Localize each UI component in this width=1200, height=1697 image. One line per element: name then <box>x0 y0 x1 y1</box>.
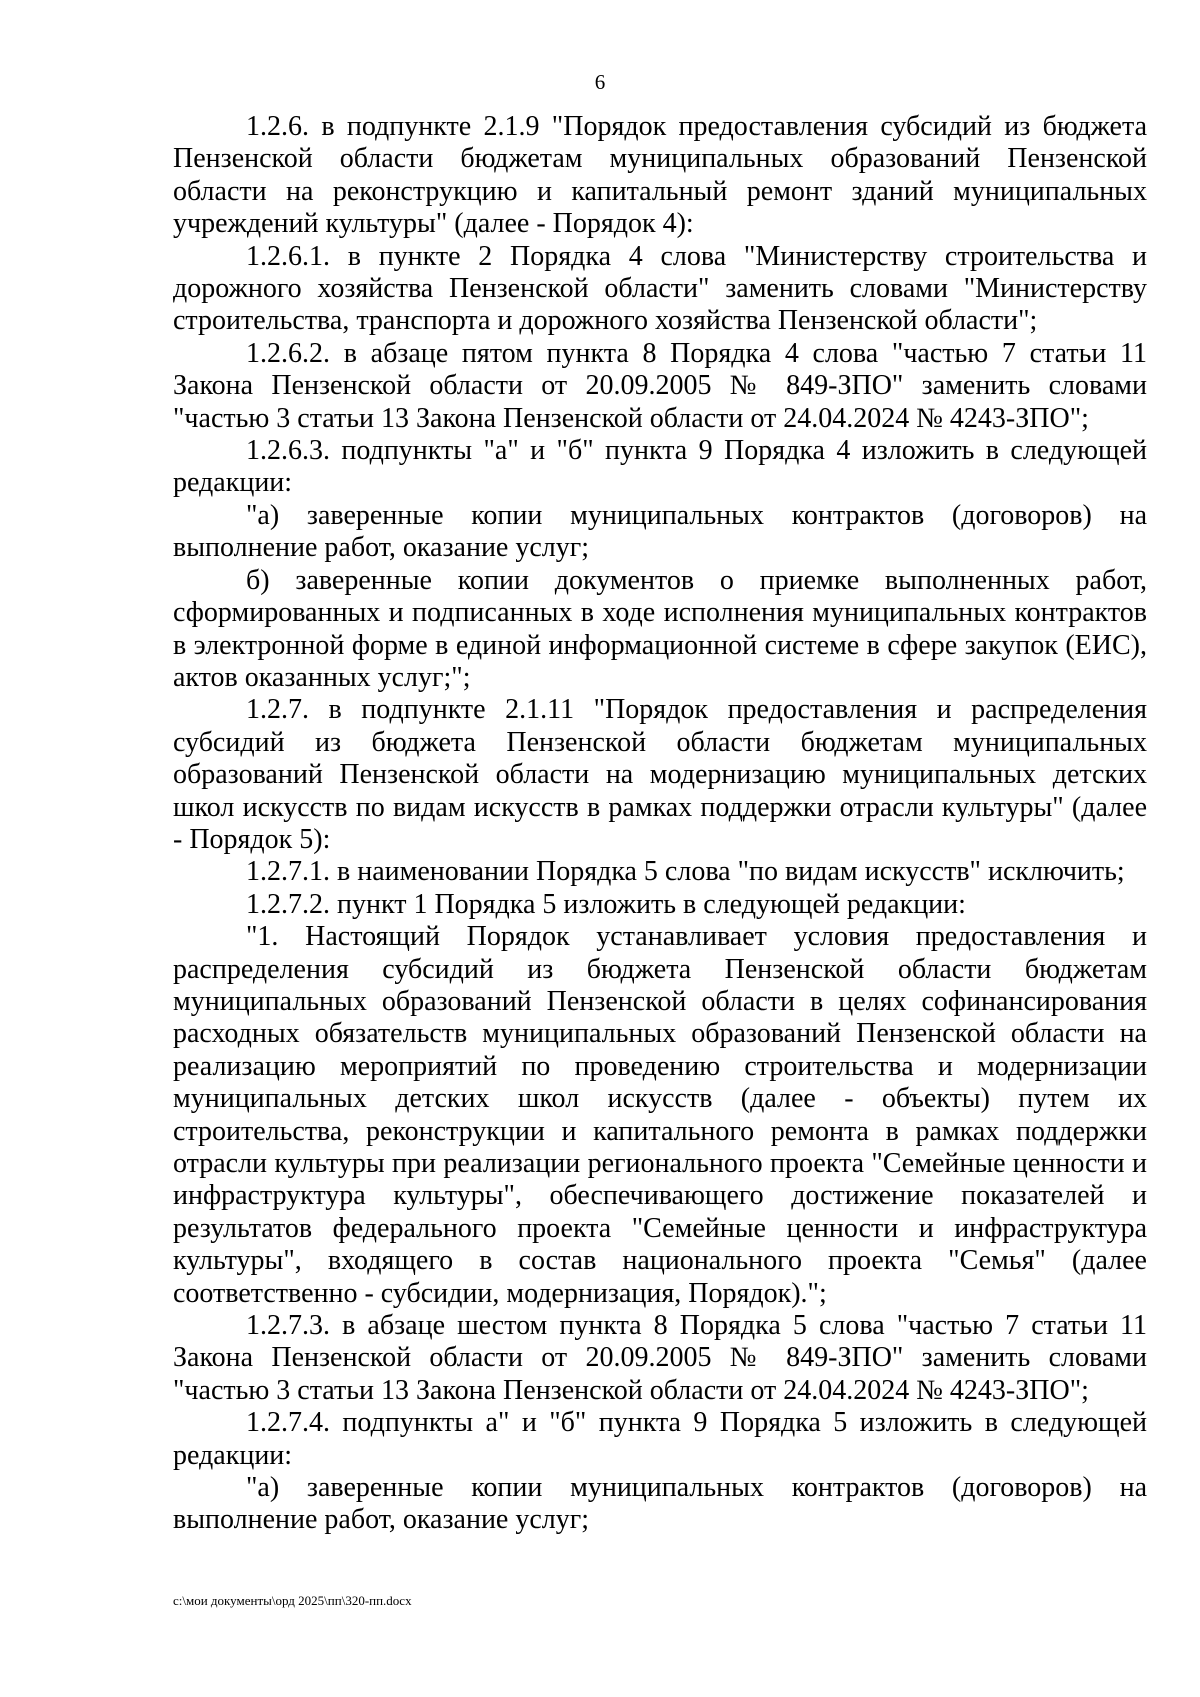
footer-file-path: с:\мои документы\орд 2025\пп\320-пп.docx <box>173 1593 412 1608</box>
paragraph-1-2-7-2: 1.2.7.2. пункт 1 Порядка 5 изложить в следующей редакции: <box>246 888 966 920</box>
paragraph-quote-a: "а) заверенные копии муниципальных контрактов (договоров) на выполнение работ, оказание услуг; <box>173 499 1147 564</box>
paragraph-1-2-7-4: 1.2.7.4. подпункты а" и "б" пункта 9 Порядка 5 изложить в следующей редакции: <box>173 1407 1147 1471</box>
paragraph-quote-a-2: "а) заверенные копии муниципальных контрактов (договоров) на выполнение работ, оказание услуг; <box>173 1472 1147 1536</box>
paragraph-quote-point-1: "1. Настоящий Порядок устанавливает условия предоставления и распределения субсидий из бюджета Пензенской области бюджетам муниципальных образований Пензенской области в целях софинансирования расходных обязательств муниципальных образований Пензенской области на реализацию мероприятий по проведению строительства и модернизации муниципальных детских школ искусств (далее - объекты) путем их строительства, реконструкции и капитального ремонта в рамках поддержки отрасли культуры при реализации регионального проекта "Семейные ценности и инфраструктура культуры", обеспечивающего достижение показателей и результатов федерального проекта "Семейные ценности и инфраструктура культуры", входящего в состав национального проекта "Семья" (далее соответственно - субсидии, модернизация, Порядок)."; <box>173 921 1147 1309</box>
paragraph-1-2-7-1: 1.2.7.1. в наименовании Порядка 5 слова "по видам искусств" исключить; <box>246 856 1125 888</box>
paragraph-1-2-6-3: 1.2.6.3. подпункты "а" и "б" пункта 9 Порядка 4 изложить в следующей редакции: <box>173 435 1147 499</box>
paragraph-1-2-6-2: 1.2.6.2. в абзаце пятом пункта 8 Порядка 4 слова "частью 7 статьи 11 Закона Пензенской области от 20.09.2005 № 849-ЗПО" заменить словами "частью 3 статьи 13 Закона Пензенской области от 24.04.2024 № 4243-ЗПО"; <box>173 337 1147 434</box>
paragraph-1-2-7: 1.2.7. в подпункте 2.1.11 "Порядок предоставления и распределения субсидий из бюджета Пензенской области бюджетам муниципальных образований Пензенской области на модернизацию муниципальных детских школ искусств по видам искусств в рамках поддержки отрасли культуры" (далее - Порядок 5): <box>173 694 1147 855</box>
document-body <box>173 111 1147 1537</box>
page-number: 6 <box>594 70 606 94</box>
paragraph-quote-b: б) заверенные копии документов о приемке выполненных работ, сформированных и подписанных в ходе исполнения муниципальных контрактов в электронной форме в единой информационной системе в сфере закупок (ЕИС), актов оказанных услуг;"; <box>173 564 1147 693</box>
paragraph-1-2-6-1: 1.2.6.1. в пункте 2 Порядка 4 слова "Министерству строительства и дорожного хозяйства Пензенской области" заменить словами "Министерству строительства, транспорта и дорожного хозяйства Пензенской области"; <box>173 240 1147 337</box>
paragraph-1-2-7-3: 1.2.7.3. в абзаце шестом пункта 8 Порядка 5 слова "частью 7 статьи 11 Закона Пензенской области от 20.09.2005 № 849-ЗПО" заменить словами "частью 3 статьи 13 Закона Пензенской области от 24.04.2024 № 4243-ЗПО"; <box>173 1310 1147 1406</box>
paragraph-1-2-6: 1.2.6. в подпункте 2.1.9 "Порядок предоставления субсидий из бюджета Пензенской области бюджетам муниципальных образований Пензенской области на реконструкцию и капитальный ремонт зданий муниципальных учреждений культуры" (далее - Порядок 4): <box>173 111 1147 240</box>
